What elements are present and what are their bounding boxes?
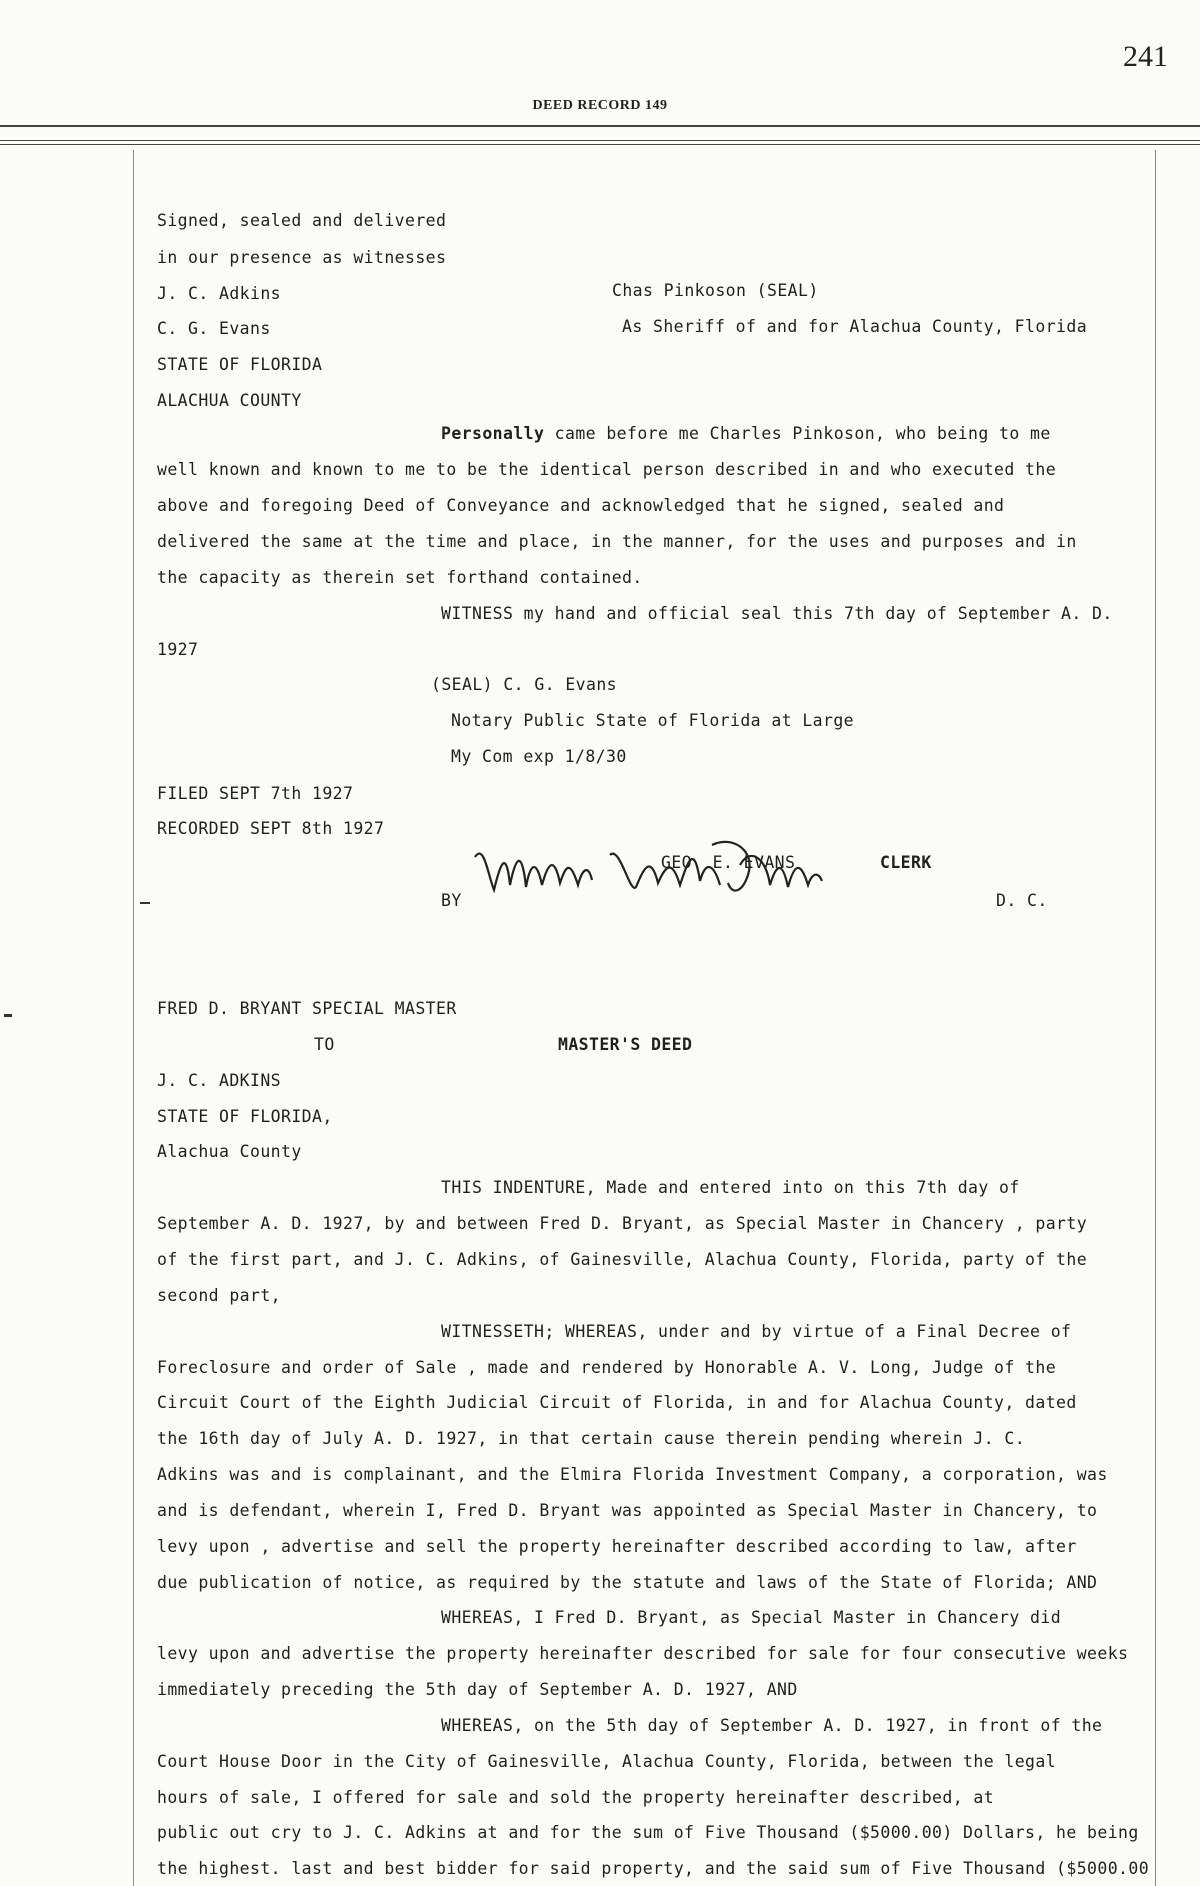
deed-line: WITNESSETH; WHEREAS, under and by virtue of a Final Decree of [441,1322,1072,1341]
deed-line: Court House Door in the City of Gainesville, Alachua County, Florida, between the legal [157,1752,1057,1771]
deed-line: levy upon and advertise the property hereinafter described for sale for four consecutive weeks [157,1644,1129,1663]
margin-mark [4,1014,12,1017]
ack-para-line-3: above and foregoing Deed of Conveyance and acknowledged that he signed, sealed and [157,496,1005,515]
state-heading: STATE OF FLORIDA [157,355,323,374]
signed-line-2: in our presence as witnesses [157,248,447,267]
deed-title: MASTER'S DEED [558,1035,693,1054]
ack-para-line-2: well known and known to me to be the identical person described in and who executed the [157,460,1057,479]
recorded-date: RECORDED SEPT 8th 1927 [157,819,385,838]
deed-grantee: J. C. ADKINS [157,1071,282,1090]
deed-state: STATE OF FLORIDA, [157,1107,333,1126]
deed-grantor: FRED D. BRYANT SPECIAL MASTER [157,999,457,1018]
notary-commission: My Com exp 1/8/30 [451,747,627,766]
record-title: DEED RECORD 149 [532,98,668,113]
clerk-name: GEO. E. EVANS [661,853,796,872]
deed-line: WHEREAS, I Fred D. Bryant, as Special Master in Chancery did [441,1608,1062,1627]
notary-name: (SEAL) C. G. Evans [431,675,618,694]
witness-year: 1927 [157,640,199,659]
deed-line: second part, [157,1286,282,1305]
deputy-clerk: D. C. [996,891,1048,910]
deed-line: September A. D. 1927, by and between Fred D. Bryant, as Special Master in Chancery , party [157,1214,1088,1233]
by-label: BY [441,891,462,910]
witness-line: WITNESS my hand and official seal this 7th day of September A. D. [441,604,1113,623]
grantor-signature: Chas Pinkoson (SEAL) [612,281,819,300]
deed-line: of the first part, and J. C. Adkins, of Gainesville, Alachua County, Florida, party of the [157,1250,1088,1269]
deed-to-label: TO [314,1035,335,1054]
signed-line-1: Signed, sealed and delivered [157,211,447,230]
header-rule-double-bottom [0,144,1200,145]
deed-line: hours of sale, I offered for sale and sold the property hereinafter described, at [157,1788,995,1807]
deed-line: levy upon , advertise and sell the property hereinafter described according to law, after [157,1537,1077,1556]
deed-line: Adkins was and is complainant, and the Elmira Florida Investment Company, a corporation, was [157,1465,1108,1484]
ack-para-line-4: delivered the same at the time and place, in the manner, for the uses and purposes and in [157,532,1077,551]
deed-line: the highest. last and best bidder for said property, and the said sum of Five Thousand ($5000.00 [157,1859,1150,1878]
ack-para-line-5: the capacity as therein set forthand contained. [157,568,643,587]
header-rule-double-top [0,140,1200,141]
county-heading: ALACHUA COUNTY [157,391,302,410]
deed-line: the 16th day of July A. D. 1927, in that certain cause therein pending wherein J. C. [157,1429,1026,1448]
left-margin-line [133,150,134,1886]
deed-line: and is defendant, wherein I, Fred D. Bryant was appointed as Special Master in Chancery, to [157,1501,1098,1520]
grantor-capacity: As Sheriff of and for Alachua County, Florida [622,317,1088,336]
deed-line: immediately preceding the 5th day of September A. D. 1927, AND [157,1680,798,1699]
witness-1: J. C. Adkins [157,284,282,303]
deed-line: Circuit Court of the Eighth Judicial Circuit of Florida, in and for Alachua County, dated [157,1393,1077,1412]
clerk-title: CLERK [880,853,932,872]
notary-title: Notary Public State of Florida at Large [451,711,855,730]
page-number: 241 [1123,40,1168,73]
deputy-signature-image [470,835,830,915]
deed-line: WHEREAS, on the 5th day of September A. D. 1927, in front of the [441,1716,1103,1735]
filed-date: FILED SEPT 7th 1927 [157,784,354,803]
ack-para-line-1-rest: came before me Charles Pinkoson, who being to me [544,424,1051,443]
deed-line: THIS INDENTURE, Made and entered into on this 7th day of [441,1178,1020,1197]
deed-line: due publication of notice, as required by the statute and laws of the State of Florida; AND [157,1573,1098,1592]
ack-para-line-1 [441,424,1051,444]
deed-line: public out cry to J. C. Adkins at and for the sum of Five Thousand ($5000.00) Dollars, he being [157,1823,1139,1842]
ack-para-lead: Personally [441,424,545,443]
right-margin-line [1155,150,1156,1886]
margin-mark [140,902,150,904]
deed-county: Alachua County [157,1142,302,1161]
deed-line: Foreclosure and order of Sale , made and rendered by Honorable A. V. Long, Judge of the [157,1358,1057,1377]
header-rule [0,125,1200,127]
witness-2: C. G. Evans [157,319,271,338]
